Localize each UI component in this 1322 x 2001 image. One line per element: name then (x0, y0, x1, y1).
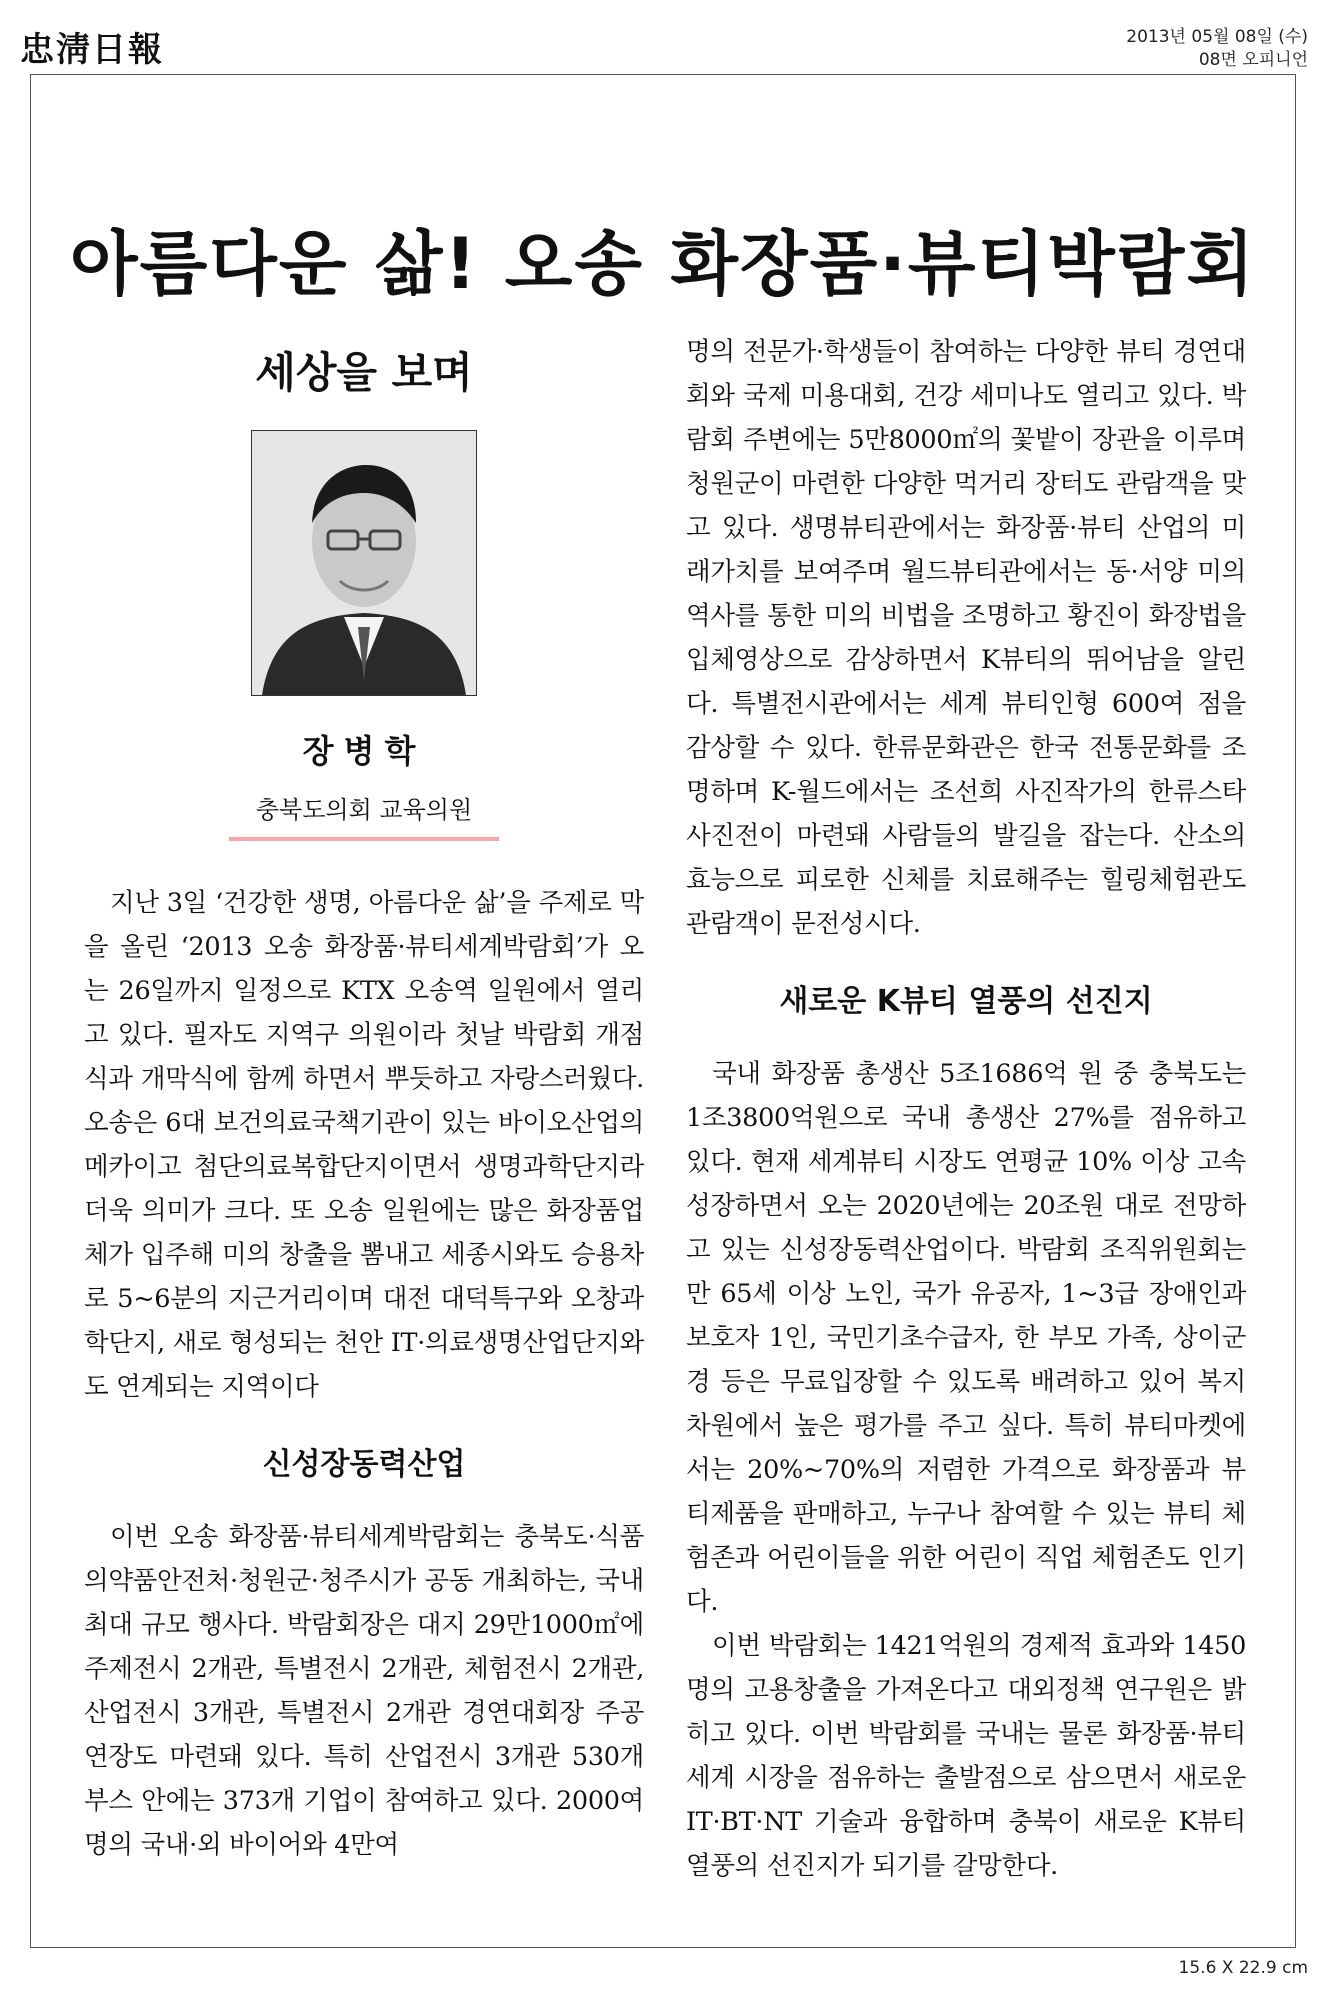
author-photo (251, 430, 477, 696)
left-column (84, 330, 644, 1867)
clip-size-note: 15.6 X 22.9 cm (1178, 1958, 1308, 1978)
author-name: 장병학 (302, 732, 426, 770)
right-column (686, 330, 1246, 1888)
issue-date: 2013년 05월 08일 (수) (1126, 27, 1308, 47)
issue-meta (1126, 26, 1308, 72)
body-paragraph: 지난 3일 ‘건강한 생명, 아름다운 삶’을 주제로 막을 올린 ‘2013 오송 화장품·뷰티세계박람회’가 오는 26일까지 일정으로 KTX 오송역 일원에서 열리고 있다. 필자도 지역구 의원이라 첫날 박람회 개점식과 개막식에 함께 하면서 뿌듯하고 자랑스러웠다. 오송은 6대 보건의료국책기관이 있는 바이오산업의 메카이고 첨단의료복합단지이면서 생명과학단지라 더욱 의미가 크다. 또 오송 일원에는 많은 화장품업체가 입주해 미의 창출을 뽐내고 세종시와도 승용차로 5~6분의 지근거리이며 대전 대덕특구와 오창과학단지, 새로 형성되는 천안 IT·의료생명산업단지와도 연계되는 지역이다 (84, 888, 644, 1402)
article-headline: 아름다운 삶! 오송 화장품·뷰티박람회 (70, 222, 1256, 305)
subhead-k-beauty: 새로운 K뷰티 열풍의 선진지 (779, 984, 1153, 1019)
subhead-new-growth: 신성장동력산업 (262, 1447, 466, 1482)
issue-section: 08면 오피니언 (1198, 50, 1308, 70)
newspaper-masthead: 忠淸日報 (20, 30, 164, 70)
body-paragraph: 국내 화장품 총생산 5조1686억 원 중 충북도는 1조3800억원으로 국내 총생산 27%를 점유하고 있다. 현재 세계뷰티 시장도 연평균 10% 이상 고속성장하면서 오는 2020년에는 20조원 대로 전망하고 있는 신성장동력산업이다. 박람회 조직위원회는 만 65세 이상 노인, 국가 유공자, 1~3급 장애인과 보호자 1인, 국민기초수급자, 한 부모 가족, 상이군경 등은 무료입장할 수 있도록 배려하고 있어 복지 차원에서 높은 평가를 주고 싶다. 특히 뷰티마켓에서는 20%~70%의 저렴한 가격으로 화장품과 뷰티제품을 판매하고, 누구나 참여할 수 있는 뷰티 체험존과 어린이들을 위한 어린이 직업 체험존도 인기다. (686, 1059, 1246, 1617)
body-paragraph: 이번 오송 화장품·뷰티세계박람회는 충북도·식품의약품안전처·청원군·청주시가 공동 개최하는, 국내 최대 규모 행사다. 박람회장은 대지 29만1000㎡에 주제전시 2개관, 특별전시 2개관, 체험전시 2개관, 산업전시 3개관, 특별전시 2개관 경연대회장 주공연장도 마련돼 있다. 특히 산업전시 3개관 530개 부스 안에는 373개 기업이 참여하고 있다. 2000여 명의 국내·외 바이어와 4만여 (84, 1522, 644, 1860)
author-role: 충북도의회 교육의원 (229, 790, 499, 841)
column-title: 세상을 보며 (255, 348, 473, 397)
body-paragraph: 이번 박람회는 1421억원의 경제적 효과와 1450명의 고용창출을 가져온다고 대외정책 연구원은 밝히고 있다. 이번 박람회를 국내는 물론 화장품·뷰티 세계 시장을 점유하는 출발점으로 삼으면서 새로운 IT·BT·NT 기술과 융합하며 충북이 새로운 K뷰티 열풍의 선진지가 되기를 갈망한다. (686, 1631, 1246, 1881)
body-paragraph: 명의 전문가·학생들이 참여하는 다양한 뷰티 경연대회와 국제 미용대회, 건강 세미나도 열리고 있다. 박람회 주변에는 5만8000㎡의 꽃밭이 장관을 이루며 청원군이 마련한 다양한 먹거리 장터도 관람객을 맞고 있다. 생명뷰티관에서는 화장품·뷰티 산업의 미래가치를 보여주며 월드뷰티관에서는 동·서양 미의 역사를 통한 미의 비법을 조명하고 황진이 화장법을 입체영상으로 감상하면서 K뷰티의 뛰어남을 알린다. 특별전시관에서는 세계 뷰티인형 600여 점을 감상할 수 있다. 한류문화관은 한국 전통문화를 조명하며 K-월드에서는 조선희 사진작가의 한류스타 사진전이 마련돼 사람들의 발길을 잡는다. 산소의 효능으로 피로한 신체를 치료해주는 힐링체험관도 관람객이 문전성시다. (686, 337, 1246, 939)
author-portrait-icon (252, 431, 476, 695)
